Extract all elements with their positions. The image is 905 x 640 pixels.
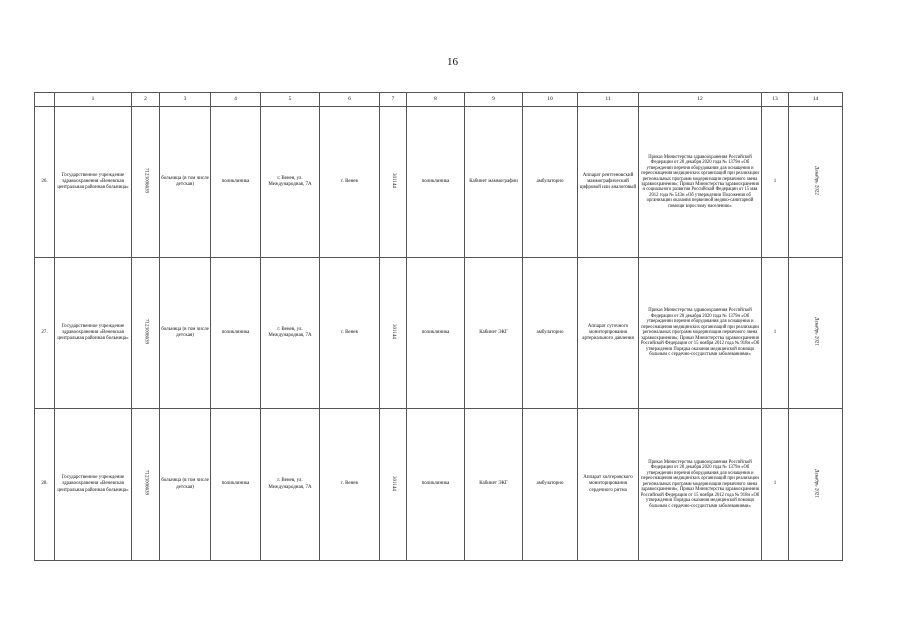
care-mode: амбулаторно [523,107,578,258]
facility-type: больница (в том числе детская) [160,409,211,561]
legal-basis: Приказ Министерства здравоохранения Российской Федерации от 28 декабря 2020 года № 1379н «Об утверждении перечня оборудования для оснащения и переоснащения медицинских организаций при реализации региональных программ модернизации первичного звена здравоохранения»; Приказ Министерства здравоохранения Российской Федерации от 15 ноября 2012 года № 918н «Об утверждении Порядка оказания медицинской помощи больным с сердечно-сосудистыми заболеваниями» [639,409,762,561]
city: г. Венев [320,409,380,561]
care-mode: амбулаторно [523,258,578,409]
header-cell: 2 [132,93,160,107]
header-cell: 5 [261,93,320,107]
cabinet: Кабинет ЭКГ [465,409,523,561]
delivery-date-text: Декабрь 2021 [813,317,819,346]
address: г. Венев, ул. Международная, 7А [261,107,320,258]
unit: поликлиника [407,107,465,258]
row-number: 26. [35,107,55,258]
header-cell: 10 [523,93,578,107]
postal-code-text: 301144 [391,475,397,491]
header-cell: 8 [407,93,465,107]
table-row [35,409,843,561]
inn-code-text: 7123006639 [143,318,149,344]
city: г. Венев [320,258,380,409]
delivery-date-text: Декабрь 2021 [813,468,819,498]
facility-type: больница (в том числе детская) [160,107,211,258]
department: поликлиника [211,107,261,258]
cabinet: Кабинет маммографии [465,107,523,258]
unit: поликлиника [407,258,465,409]
header-cell: 7 [380,93,407,107]
legal-basis: Приказ Министерства здравоохранения Российской Федерации от 28 декабря 2020 года № 1379н «Об утверждении перечня оборудования для оснащения и переоснащения медицинских организаций при реализации региональных программ модернизации первичного звена здравоохранения»; Приказ Министерства здравоохранения и социального развития Российской Федерации от 15 мая 2012 года № 543н «Об утверждении Положения об организации оказания первичной медико-санитарной помощи взрослому населению» [639,107,762,258]
city: г. Венев [320,107,380,258]
table-row [35,258,843,409]
organization-name: Государственное учреждение здравоохранения «Веневская центральная районная больница» [55,409,132,561]
header-cell: 3 [160,93,211,107]
header-cell: 12 [639,93,762,107]
facility-type: больница (в том числе детская) [160,258,211,409]
postal-code [380,258,407,409]
postal-code [380,107,407,258]
cabinet: Кабинет ЭКГ [465,258,523,409]
equipment-name: Аппарат рентгеновский маммографический цифровой или аналоговый [578,107,639,258]
inn-code [132,258,160,409]
department: поликлиника [211,409,261,561]
page-number: 16 [447,56,458,68]
organization-name: Государственное учреждение здравоохранения «Веневская центральная районная больница» [55,107,132,258]
header-cell: 6 [320,93,380,107]
inn-code-text: 7123006639 [143,470,149,496]
delivery-date-text: Декабрь 2022 [813,166,819,195]
department: поликлиника [211,258,261,409]
header-row [35,93,843,107]
table-row [35,107,843,258]
postal-code-text: 301144 [391,173,397,188]
inn-code [132,409,160,561]
equipment-name: Аппарат холтеровского мониторирования сердечного ритма [578,409,639,561]
postal-code-text: 301144 [391,324,397,339]
unit: поликлиника [407,409,465,561]
inn-code [132,107,160,258]
care-mode: амбулаторно [523,409,578,561]
organization-name: Государственное учреждение здравоохранения «Веневская центральная районная больница» [55,258,132,409]
legal-basis: Приказ Министерства здравоохранения Российской Федерации от 28 декабря 2020 года № 1379н «Об утверждении перечня оборудования для оснащения и переоснащения медицинских организаций при реализации региональных программ модернизации первичного звена здравоохранения»; Приказ Министерства здравоохранения Российской Федерации от 15 ноября 2012 года № 918н «Об утверждении Порядка оказания медицинской помощи больным с сердечно-сосудистыми заболеваниями» [639,258,762,409]
header-cell-num [35,93,55,107]
address: г. Венев, ул. Международная, 7А [261,409,320,561]
quantity: 1 [762,258,789,409]
address: г. Венев, ул. Международная, 7А [261,258,320,409]
quantity: 1 [762,107,789,258]
header-cell: 13 [762,93,789,107]
equipment-name: Аппарат суточного мониторирования артериального давления [578,258,639,409]
header-cell: 14 [789,93,843,107]
quantity: 1 [762,409,789,561]
header-cell: 9 [465,93,523,107]
postal-code [380,409,407,561]
header-cell: 1 [55,93,132,107]
equipment-table [34,92,843,561]
delivery-date [789,107,843,258]
delivery-date [789,409,843,561]
row-number: 28. [35,409,55,561]
header-cell: 4 [211,93,261,107]
header-cell: 11 [578,93,639,107]
inn-code-text: 7123006639 [143,167,149,193]
delivery-date [789,258,843,409]
row-number: 27. [35,258,55,409]
